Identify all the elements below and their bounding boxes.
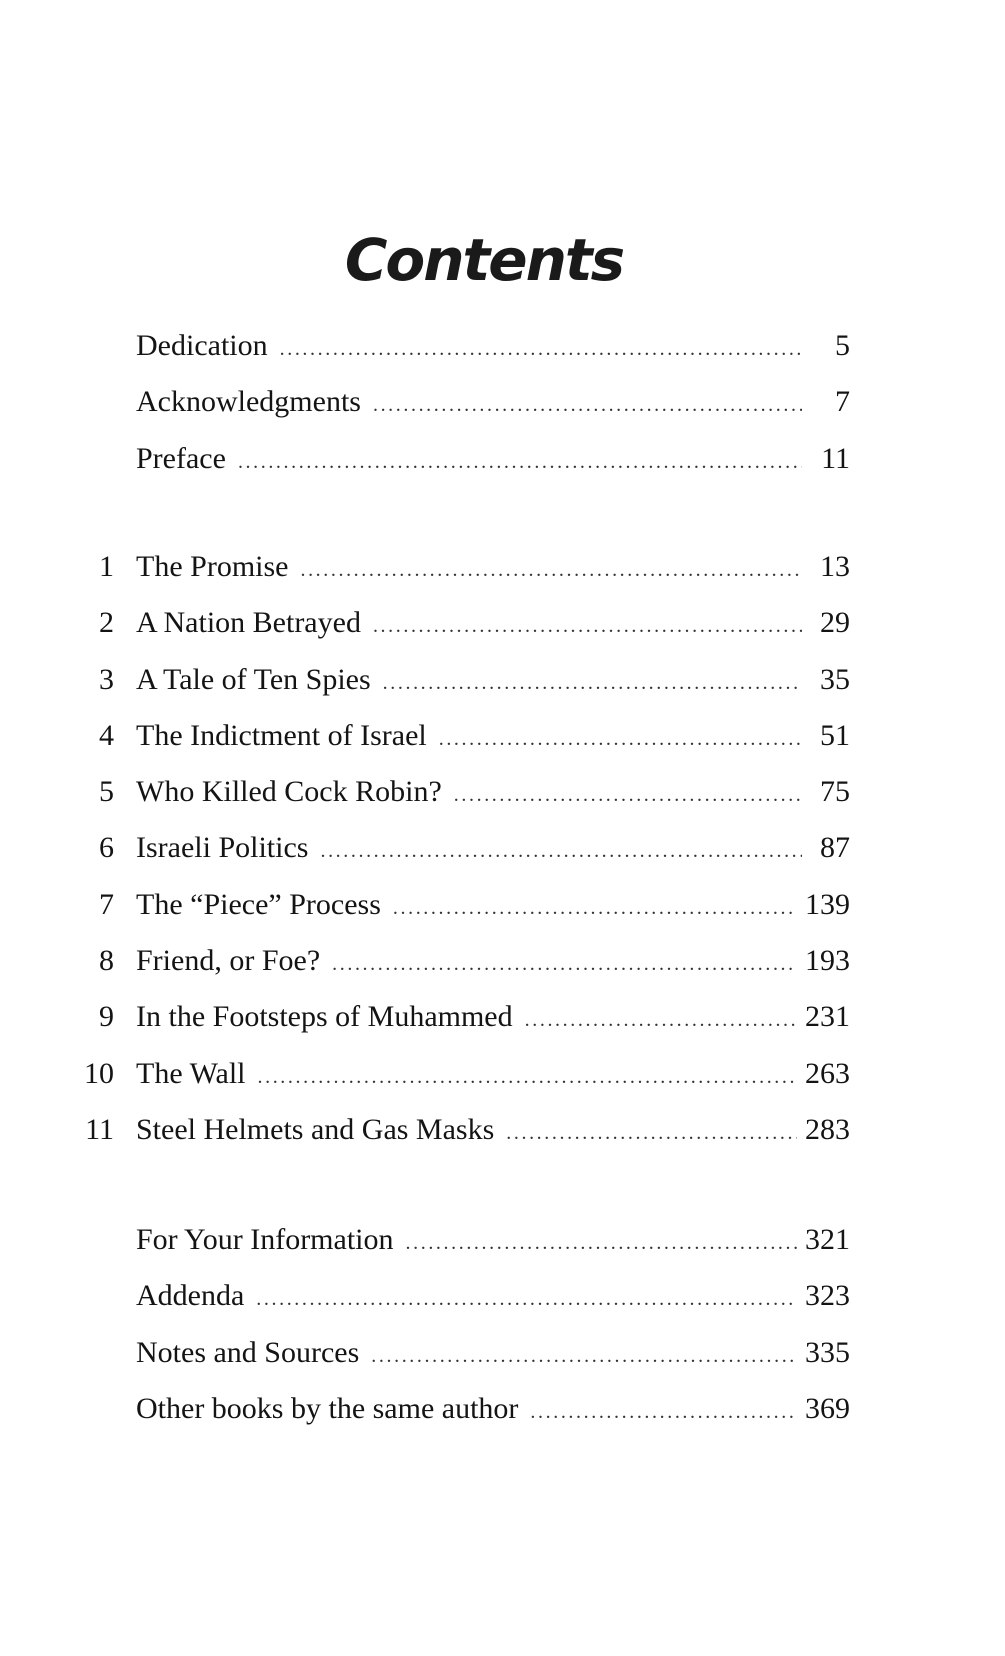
chapter-page: 13	[820, 550, 850, 583]
toc-chapter-9[interactable]	[0, 989, 1005, 1045]
dot-leader	[332, 936, 797, 992]
chapter-number: 3	[99, 662, 114, 696]
toc-entry-page: 11	[821, 441, 850, 475]
toc-entry-page: 5	[835, 329, 850, 362]
toc-chapter-4[interactable]	[0, 708, 1005, 764]
chapter-page: 139	[805, 887, 850, 921]
chapter-page: 87	[820, 831, 850, 865]
toc-chapter-6[interactable]	[0, 820, 1005, 876]
toc-entry-page: 323	[805, 1279, 850, 1313]
chapter-title: Who Killed Cock Robin?	[136, 775, 442, 809]
dot-leader	[256, 1271, 797, 1327]
chapter-title: A Nation Betrayed	[136, 606, 361, 640]
toc-entry-addenda[interactable]	[0, 1268, 1005, 1324]
chapter-page: 51	[820, 718, 850, 752]
toc-entry-title: For Your Information	[136, 1223, 394, 1256]
toc-chapter-3[interactable]	[0, 652, 1005, 708]
toc-chapter-2[interactable]	[0, 595, 1005, 651]
dot-leader	[530, 1384, 797, 1440]
dot-leader	[454, 767, 802, 823]
dot-leader	[525, 992, 797, 1048]
dot-leader	[373, 598, 802, 654]
toc-chapter-7[interactable]	[0, 877, 1005, 933]
chapter-number: 4	[99, 718, 114, 752]
toc-entry-page: 7	[835, 385, 850, 419]
chapter-title: The Indictment of Israel	[136, 718, 427, 752]
toc-chapter-8[interactable]	[0, 933, 1005, 989]
dot-leader	[258, 1049, 798, 1105]
dot-leader	[393, 880, 797, 936]
front-matter-list	[0, 318, 1005, 487]
chapter-title: The “Piece” Process	[136, 887, 381, 921]
chapter-number: 6	[99, 831, 114, 865]
toc-chapter-1[interactable]	[0, 539, 1005, 595]
toc-entry-dedication[interactable]	[0, 318, 1005, 374]
toc-entry-title: Dedication	[136, 329, 268, 362]
toc-entry-preface[interactable]	[0, 431, 1005, 487]
chapter-title: The Wall	[136, 1056, 246, 1090]
chapter-title: In the Footsteps of Muhammed	[136, 1000, 513, 1034]
chapter-title: The Promise	[136, 550, 289, 583]
dot-leader	[506, 1105, 797, 1161]
chapter-page: 283	[805, 1112, 850, 1146]
dot-leader	[406, 1215, 797, 1271]
chapter-number: 5	[99, 775, 114, 809]
toc-entry-notes-and-sources[interactable]	[0, 1325, 1005, 1381]
dot-leader	[371, 1328, 797, 1384]
toc-entry-page: 335	[805, 1335, 850, 1369]
chapter-number: 10	[84, 1056, 114, 1090]
toc-entry-title: Preface	[136, 441, 226, 475]
chapter-list	[0, 539, 1005, 1158]
chapter-title: A Tale of Ten Spies	[136, 662, 371, 696]
toc-chapter-5[interactable]	[0, 764, 1005, 820]
toc-entry-acknowledgments[interactable]	[0, 374, 1005, 430]
chapter-title: Steel Helmets and Gas Masks	[136, 1112, 495, 1146]
chapter-page: 35	[820, 662, 850, 696]
dot-leader	[238, 434, 802, 490]
toc-entry-title: Other books by the same author	[136, 1391, 519, 1425]
dot-leader	[439, 711, 802, 767]
toc-entry-for-your-information[interactable]	[0, 1212, 1005, 1268]
chapter-title: Israeli Politics	[136, 831, 309, 865]
toc-entry-title: Addenda	[136, 1279, 245, 1313]
dot-leader	[320, 823, 802, 879]
dot-leader	[300, 542, 802, 598]
chapter-number: 1	[99, 550, 114, 583]
toc-entry-page: 321	[805, 1223, 850, 1256]
dot-leader	[383, 655, 802, 711]
chapter-page: 231	[805, 1000, 850, 1034]
toc-entry-title: Acknowledgments	[136, 385, 361, 419]
back-matter-list	[0, 1212, 1005, 1437]
chapter-page: 193	[805, 944, 850, 978]
chapter-number: 11	[85, 1112, 114, 1146]
chapter-page: 263	[805, 1056, 850, 1090]
toc-entry-page: 369	[805, 1391, 850, 1425]
toc-entry-other-books[interactable]	[0, 1381, 1005, 1437]
toc-entry-title: Notes and Sources	[136, 1335, 360, 1369]
toc-chapter-11[interactable]	[0, 1102, 1005, 1158]
chapter-page: 29	[820, 606, 850, 640]
chapter-number: 9	[99, 1000, 114, 1034]
page-title: Contents	[344, 225, 624, 294]
chapter-page: 75	[820, 775, 850, 809]
dot-leader	[373, 377, 802, 433]
chapter-number: 2	[99, 606, 114, 640]
chapter-number: 7	[99, 887, 114, 921]
dot-leader	[280, 321, 802, 377]
toc-chapter-10[interactable]	[0, 1046, 1005, 1102]
chapter-number: 8	[99, 944, 114, 978]
chapter-title: Friend, or Foe?	[136, 944, 321, 978]
